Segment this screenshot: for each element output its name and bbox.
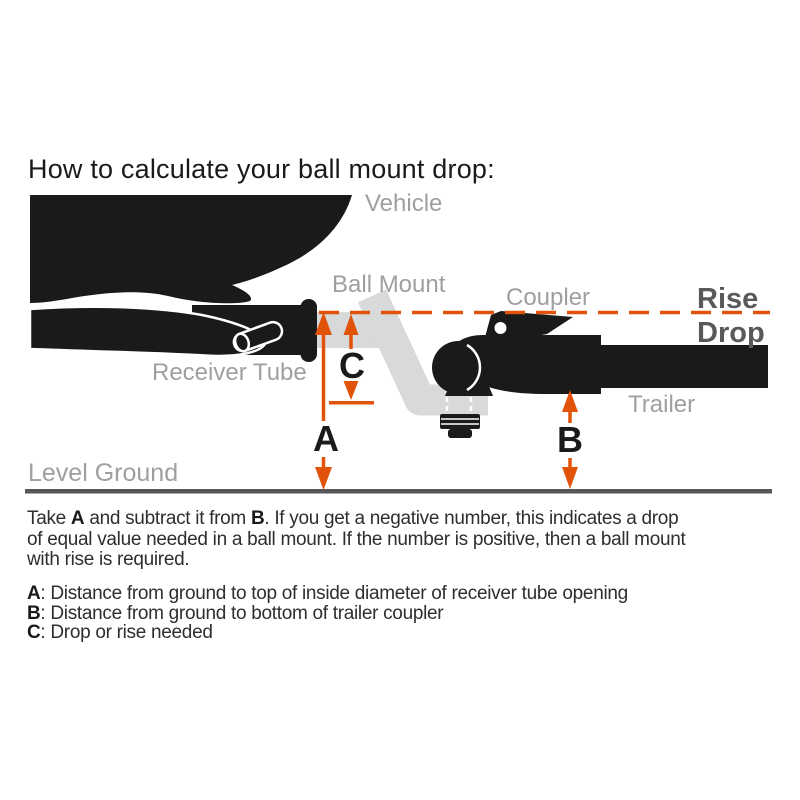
- ball-nut: [440, 414, 480, 429]
- label-rise: Rise: [697, 283, 759, 315]
- explanation-paragraph: [27, 509, 787, 571]
- explanation-line-1: Take A and subtract it from B. If you get a negative number, this indicates a drop: [27, 508, 679, 529]
- definition-b: B: Distance from ground to bottom of trailer coupler: [27, 602, 444, 624]
- definition-a: A: Distance from ground to top of inside diameter of receiver tube opening: [27, 583, 628, 604]
- definitions-list: [27, 584, 787, 643]
- definition-c: C: Drop or rise needed: [27, 622, 213, 644]
- explanation-line-3: with rise is required.: [27, 549, 190, 570]
- marker-c: C: [339, 345, 365, 386]
- label-trailer: Trailer: [628, 391, 696, 418]
- vehicle-silhouette: [30, 195, 352, 303]
- stud-tip: [448, 429, 472, 438]
- marker-b: B: [557, 419, 583, 460]
- explanation-line-2: of equal value needed in a ball mount. If the number is positive, then a ball mount: [27, 528, 686, 550]
- ground-line: [25, 489, 772, 494]
- label-drop: Drop: [697, 317, 765, 349]
- trailer-tongue: [597, 345, 768, 388]
- marker-a: A: [313, 418, 339, 459]
- ref-b: B: [250, 508, 265, 529]
- label-vehicle: Vehicle: [365, 190, 443, 217]
- label-receiver-tube: Receiver Tube: [152, 359, 307, 386]
- receiver-collar: [301, 299, 318, 362]
- label-ball-mount: Ball Mount: [332, 271, 446, 298]
- latch-pivot-hole: [495, 322, 507, 334]
- page-title: How to calculate your ball mount drop:: [28, 154, 495, 184]
- label-level-ground: Level Ground: [28, 459, 179, 487]
- ref-a: A: [70, 508, 85, 529]
- label-coupler: Coupler: [506, 284, 591, 311]
